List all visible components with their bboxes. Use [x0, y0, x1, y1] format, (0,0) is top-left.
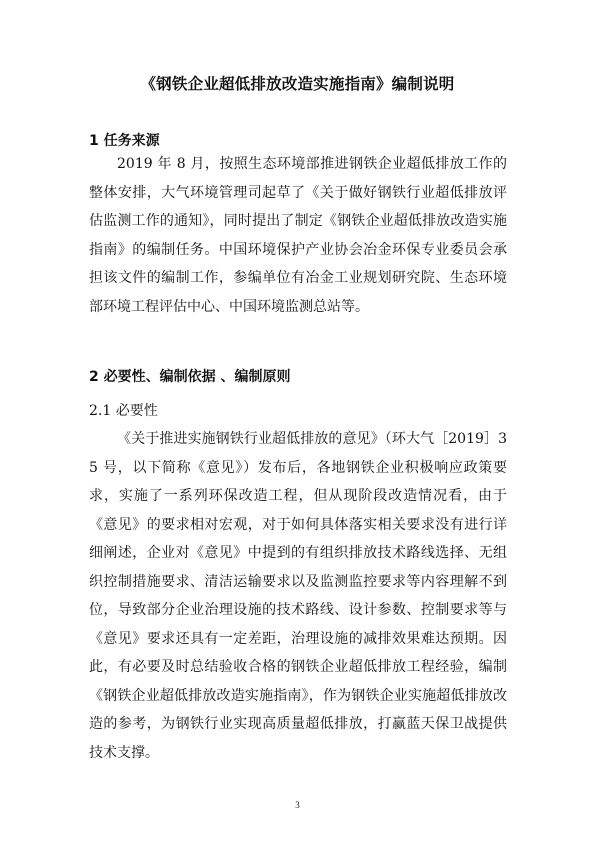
section-2-1-heading: 2.1 必要性 — [89, 403, 158, 419]
section-2-1-paragraph: 《关于推进实施钢铁行业超低排放的意见》（环大气［2019］35 号，以下简称《意见》）发布后，各地钢铁企业积极响应政策要求，实施了一系列环保改造工程，但从现阶段改造情况看，由于《意见》的要求相对宏观，对于如何具体落实相关要求没有进行详细阐述，企业对《意见》中提到的有组织排放技术路线选择、无组织控制措施要求、清洁运输要求以及监测监控要求等内容理解不到位，导致部分企业治理设施的技术路线、设计参数、控制要求等与《意见》要求还具有一定差距，治理设施的减排效果难达预期。因此，有必要及时总结验收合格的钢铁企业超低排放工程经验，编制《钢铁企业超低排放改造实施指南》，作为钢铁企业实施超低排放改造的参考，为钢铁行业实现高质量超低排放，打赢蓝天保卫战提供技术支撑。 — [89, 431, 507, 761]
page-number: 3 — [295, 800, 300, 810]
section-2-heading: 2 必要性、编制依据 、编制原则 — [89, 369, 291, 385]
section-1-paragraph: 2019 年 8 月，按照生态环境部推进钢铁企业超低排放工作的整体安排，大气环境管理司起草了《关于做好钢铁行业超低排放评估监测工作的通知》，同时提出了制定《钢铁企业超低排放改造实施指南》的编制任务。中国环境保护产业协会冶金环保专业委员会承担该文件的编制工作，参编单位有冶金工业规划研究院、生态环境部环境工程评估中心、中国环境监测总站等。 — [89, 156, 507, 315]
document-title: 《钢铁企业超低排放改造实施指南》编制说明 — [140, 75, 455, 93]
section-1-heading: 1 任务来源 — [89, 133, 160, 149]
